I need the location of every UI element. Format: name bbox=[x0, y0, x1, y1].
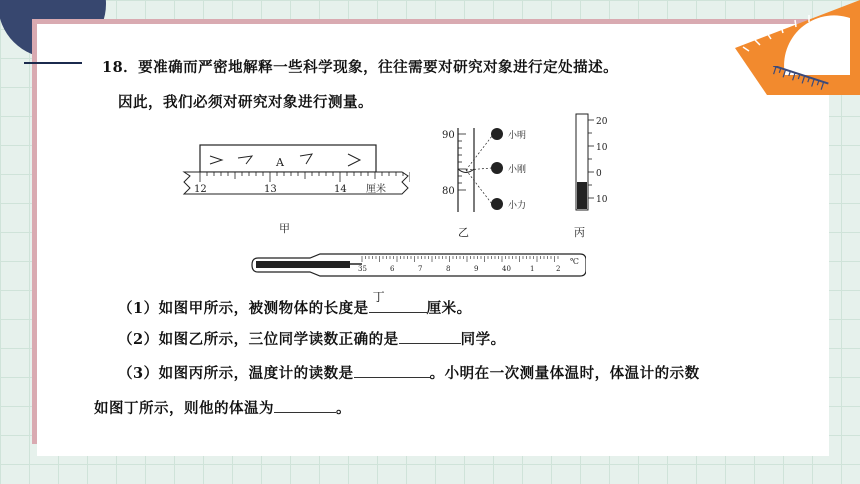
svg-text:A: A bbox=[276, 156, 284, 169]
question-1 bbox=[118, 290, 472, 318]
ruler-decor-icon bbox=[768, 66, 830, 94]
bing-tick-20: 20 bbox=[596, 117, 608, 127]
decor-dash bbox=[24, 62, 82, 64]
yi-student-3: 小力 bbox=[508, 201, 527, 211]
ding-unit-label: ℃ bbox=[570, 257, 579, 266]
question-1-prefix: （1）如图甲所示，被测物体的长度是 bbox=[118, 300, 369, 317]
jia-tick-13: 13 bbox=[264, 184, 277, 195]
ding-tick-37: 7 bbox=[418, 265, 423, 273]
ding-tick-38: 8 bbox=[446, 265, 451, 273]
question-2-suffix: 同学。 bbox=[460, 331, 506, 348]
yi-student-1: 小明 bbox=[508, 131, 527, 141]
bing-tick-10: 10 bbox=[596, 143, 608, 153]
figure-bing-thermometer bbox=[568, 110, 618, 215]
question-4-prefix: 如图丁所示，则他的体温为 bbox=[94, 400, 274, 417]
bing-tick-neg10: 10 bbox=[596, 195, 608, 205]
answer-blank-4[interactable] bbox=[274, 398, 336, 413]
figure-ding-caption: 丁 bbox=[372, 290, 386, 304]
figure-yi-caption: 乙 bbox=[458, 226, 469, 239]
yi-student-2: 小刚 bbox=[508, 165, 527, 175]
ding-tick-40: 40 bbox=[502, 265, 511, 273]
ding-tick-36: 6 bbox=[390, 265, 395, 273]
question-line-2: 因此，我们必须对研究对象进行测量。 bbox=[118, 94, 373, 111]
question-2 bbox=[118, 328, 506, 349]
answer-blank-1[interactable] bbox=[369, 290, 427, 313]
ding-tick-42: 2 bbox=[556, 265, 561, 273]
question-1-suffix: 厘米。 bbox=[426, 300, 472, 317]
ding-tick-39: 9 bbox=[474, 265, 479, 273]
ding-tick-35: 35 bbox=[358, 265, 367, 273]
figure-jia-caption: 甲 bbox=[279, 222, 290, 235]
figure-yi-cylinder bbox=[440, 124, 560, 220]
ding-tick-41: 1 bbox=[530, 265, 535, 273]
content-card bbox=[37, 24, 829, 456]
question-line-1: 18．要准确而严密地解释一些科学现象，往往需要对研究对象进行定处描述。 bbox=[102, 59, 619, 76]
figure-bing-caption: 丙 bbox=[574, 226, 585, 239]
figure-jia-ruler bbox=[180, 136, 410, 206]
question-3 bbox=[118, 362, 700, 383]
figure-ding-clinical-thermometer bbox=[250, 250, 586, 280]
question-4 bbox=[94, 397, 351, 418]
bing-tick-0: 0 bbox=[596, 169, 602, 179]
jia-tick-12: 12 bbox=[194, 184, 207, 195]
answer-blank-2[interactable] bbox=[399, 329, 461, 344]
answer-blank-3[interactable] bbox=[354, 363, 430, 378]
question-3-suffix: 。小明在一次测量体温时，体温计的示数 bbox=[429, 365, 700, 382]
question-3-prefix: （3）如图丙所示，温度计的读数是 bbox=[118, 365, 354, 382]
jia-tick-14: 14 bbox=[334, 184, 347, 195]
yi-top-value: 90 bbox=[442, 130, 455, 141]
jia-unit-label: 厘米 bbox=[366, 184, 386, 195]
yi-bottom-value: 80 bbox=[442, 186, 455, 197]
question-4-suffix: 。 bbox=[336, 400, 351, 417]
question-2-prefix: （2）如图乙所示，三位同学读数正确的是 bbox=[118, 331, 399, 348]
